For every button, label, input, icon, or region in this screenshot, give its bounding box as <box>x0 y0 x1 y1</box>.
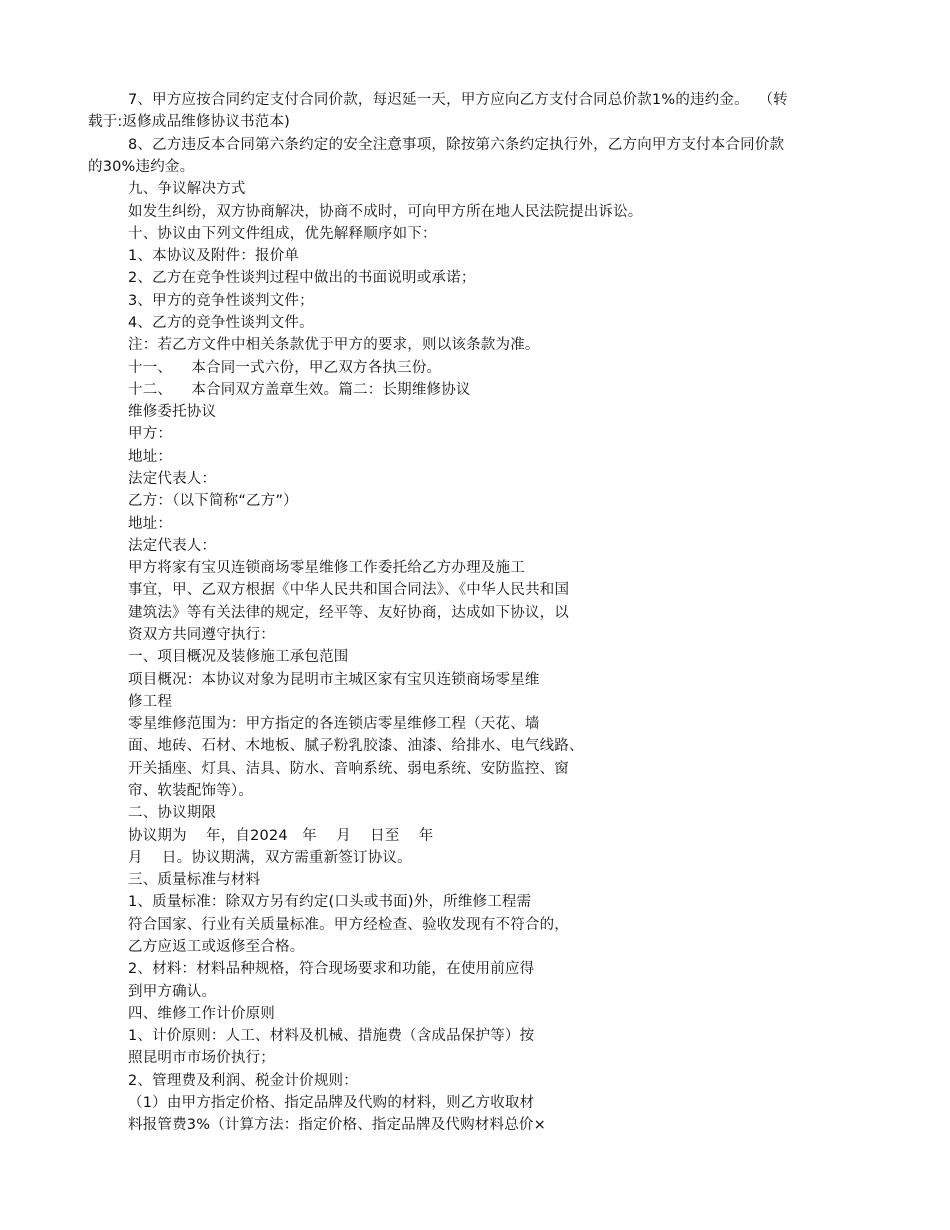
text-line: 面、地砖、石材、木地板、腻子粉乳胶漆、油漆、给排水、电气线路、 <box>128 738 584 754</box>
text-line: 地址： <box>128 449 173 465</box>
text-line: 事宜，甲、乙双方根据《中华人民共和国合同法》、《中华人民共和国 <box>128 582 570 598</box>
text-line: 帘、软装配饰等）。 <box>128 783 254 799</box>
text-line: 月 日。协议期满，双方需重新签订协议。 <box>128 850 412 866</box>
text-line: 十二、 本合同双方盖章生效。篇二：长期维修协议 <box>128 382 471 398</box>
text-line: 法定代表人： <box>128 538 217 554</box>
text-line: 二、协议期限 <box>128 805 217 821</box>
text-line: 协议期为 年，自2024 年 月 日至 年 <box>128 828 434 844</box>
text-line: 2、乙方在竞争性谈判过程中做出的书面说明或承诺； <box>128 270 476 286</box>
text-line: （1）由甲方指定价格、指定品牌及代购的材料，则乙方收取材 <box>128 1095 535 1111</box>
text-line: 到甲方确认。 <box>128 984 217 1000</box>
text-line: 十、协议由下列文件组成，优先解释顺序如下： <box>128 226 437 242</box>
text-line: 1、质量标准：除双方另有约定(口头或书面)外，所维修工程需 <box>128 894 532 910</box>
text-line: 1、本协议及附件：报价单 <box>128 248 300 264</box>
text-line: 开关插座、灯具、洁具、防水、音响系统、弱电系统、安防监控、窗 <box>128 761 569 777</box>
text-line: 8、乙方违反本合同第六条约定的安全注意事项，除按第六条约定执行外，乙方向甲方支付本合同价款 <box>128 137 785 153</box>
text-line: 3、甲方的竞争性谈判文件； <box>128 293 314 309</box>
text-line: 2、材料：材料品种规格，符合现场要求和功能，在使用前应得 <box>128 961 535 977</box>
text-line: 4、乙方的竞争性谈判文件。 <box>128 315 314 331</box>
text-line: 乙方：（以下简称“乙方”） <box>128 493 298 509</box>
text-line: 法定代表人： <box>128 471 217 487</box>
text-line: 甲方将家有宝贝连锁商场零星维修工作委托给乙方办理及施工 <box>128 560 525 576</box>
text-line: 十一、 本合同一式六份，甲乙双方各执三份。 <box>128 360 442 376</box>
text-line: 甲方： <box>128 426 173 442</box>
text-line: 零星维修范围为：甲方指定的各连锁店零星维修工程（天花、墙 <box>128 716 540 732</box>
text-line: 2、管理费及利润、税金计价规则： <box>128 1073 358 1089</box>
text-line: 7、甲方应按合同约定支付合同价款，每迟延一天，甲方应向乙方支付合同总价款1%的违约金。 （转 <box>128 92 788 108</box>
text-line: 修工程 <box>128 694 173 710</box>
text-line: 一、项目概况及装修施工承包范围 <box>128 649 349 665</box>
text-line: 1、计价原则：人工、材料及机械、措施费（含成品保护等）按 <box>128 1028 535 1044</box>
text-line: 的30%违约金。 <box>88 159 195 175</box>
text-line: 四、维修工作计价原则 <box>128 1006 275 1022</box>
text-line: 维修委托协议 <box>128 404 217 420</box>
text-line: 资双方共同遵守执行： <box>128 627 275 643</box>
text-line: 项目概况：本协议对象为昆明市主城区家有宝贝连锁商场零星维 <box>128 672 540 688</box>
text-line: 建筑法》等有关法律的规定，经平等、友好协商，达成如下协议，以 <box>128 605 569 621</box>
text-line: 如发生纠纷，双方协商解决，协商不成时，可向甲方所在地人民法院提出诉讼。 <box>128 204 643 220</box>
text-line: 料报管费3%（计算方法：指定价格、指定品牌及代购材料总价× <box>128 1117 546 1133</box>
text-line: 乙方应返工或返修至合格。 <box>128 939 305 955</box>
text-line: 九、争议解决方式 <box>128 181 246 197</box>
text-line: 三、质量标准与材料 <box>128 872 261 888</box>
text-line: 符合国家、行业有关质量标准。甲方经检查、验收发现有不符合的， <box>128 917 569 933</box>
text-line: 注：若乙方文件中相关条款优于甲方的要求，则以该条款为准。 <box>128 337 540 353</box>
text-line: 地址： <box>128 516 173 532</box>
text-line: 照昆明市市场价执行； <box>128 1050 275 1066</box>
text-line: 载于:返修成品维修协议书范本) <box>88 114 291 130</box>
